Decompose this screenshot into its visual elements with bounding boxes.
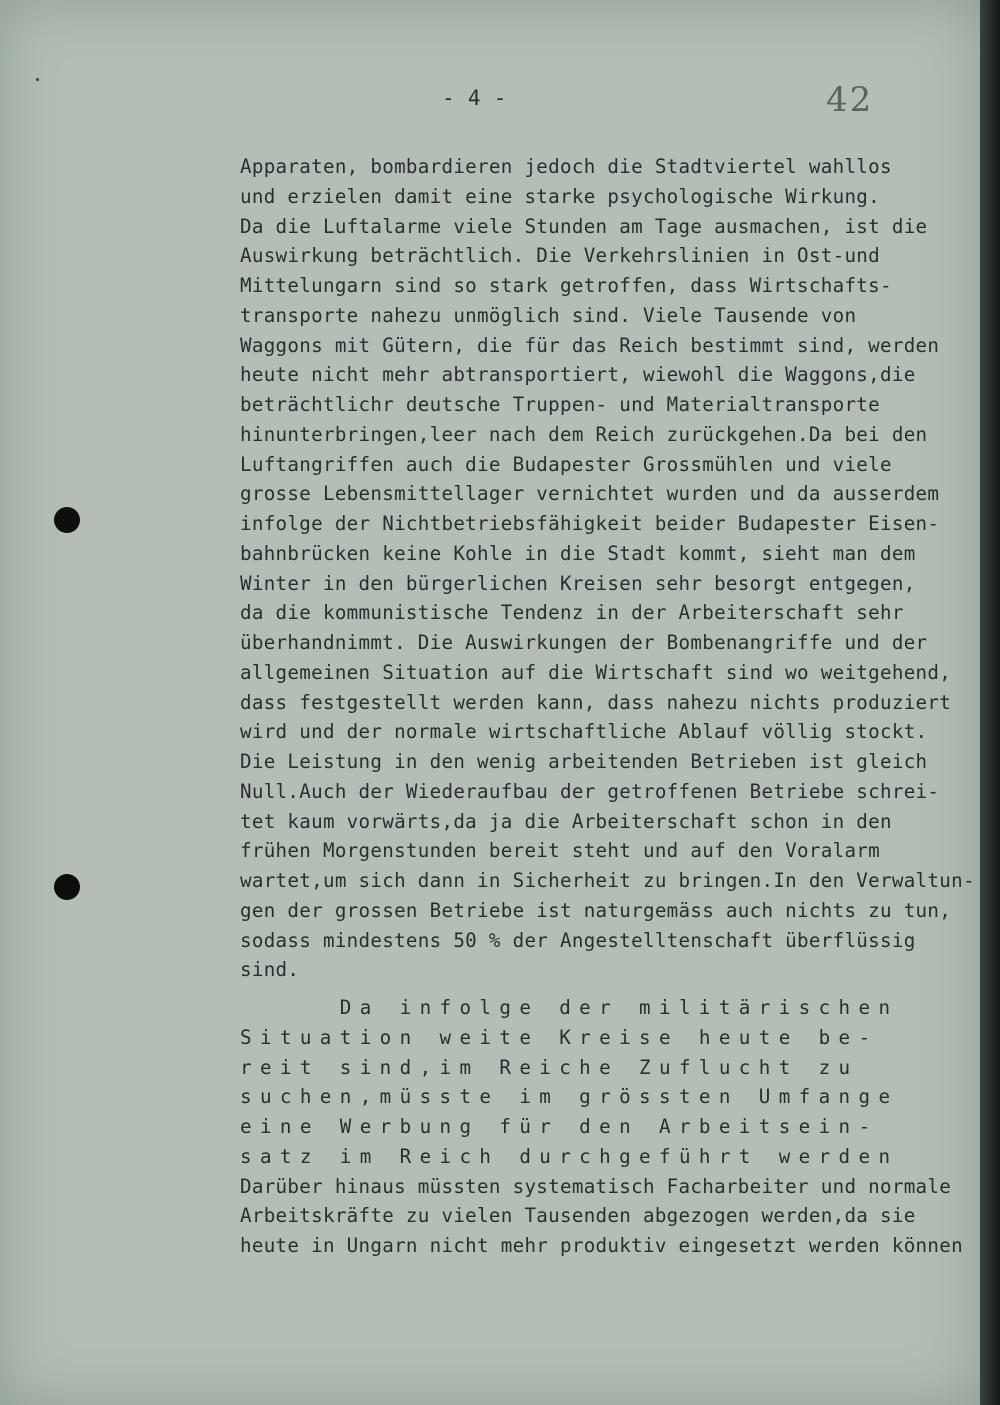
page-number: - 4 - — [442, 86, 507, 110]
text-line: Winter in den bürgerlichen Kreisen sehr besorgt entgegen, — [240, 571, 916, 595]
text-line: frühen Morgenstunden bereit steht und auf den Voralarm — [240, 839, 880, 863]
text-line: Darüber hinaus müssten systematisch Facharbeiter und normale — [240, 1174, 952, 1198]
punch-hole — [54, 874, 80, 900]
text-line: Luftangriffen auch die Budapester Grossmühlen und viele — [240, 452, 892, 476]
text-line: Mittelungarn sind so stark getroffen, dass Wirtschafts- — [240, 274, 892, 297]
text-line: sodass mindestens 50 % der Angestelltenschaft überflüssig — [240, 928, 916, 952]
spaced-text-line: Da infolge der militärischen — [240, 996, 899, 1019]
text-line: wird und der normale wirtschaftliche Ablauf völlig stockt. — [240, 720, 928, 744]
text-line: dass festgestellt werden kann, dass nahezu nichts produziert — [240, 690, 952, 714]
text-line: infolge der Nichtbetriebsfähigkeit beider Budapester Eisen- — [240, 512, 940, 535]
text-line: und erzielen damit eine starke psychologische Wirkung. — [240, 184, 880, 208]
paragraph-2 — [240, 993, 980, 1261]
text-line: überhandnimmt. Die Auswirkungen der Bombenangriffe und der — [240, 631, 928, 654]
spaced-text-line: Situation weite Kreise heute be- — [240, 1025, 879, 1049]
paper-speck — [36, 78, 39, 81]
text-line: Waggons mit Gütern, die für das Reich bestimmt sind, werden — [240, 333, 940, 357]
text-line: grosse Lebensmittellager vernichtet wurden und da ausserdem — [240, 482, 940, 506]
scan-edge-shadow — [980, 0, 1000, 1405]
typed-body-text — [240, 152, 980, 1261]
spaced-text-line: reit sind,im Reiche Zuflucht zu — [240, 1055, 859, 1079]
text-line: sind. — [240, 958, 300, 982]
paragraph-1 — [240, 152, 980, 985]
text-line: gen der grossen Betriebe ist naturgemäss auch nichts zu tun, — [240, 898, 952, 922]
text-line: beträchtlichr deutsche Truppen- und Materialtransporte — [240, 393, 880, 416]
punch-hole — [54, 507, 80, 533]
text-line: transporte nahezu unmöglich sind. Viele Tausende von — [240, 303, 857, 327]
text-line: Null.Auch der Wiederaufbau der getroffenen Betriebe schrei- — [240, 779, 940, 803]
spaced-text-line: suchen,müsste im grössten Umfange — [240, 1085, 899, 1109]
text-line: heute nicht mehr abtransportiert, wiewohl die Waggons,die — [240, 363, 916, 387]
spaced-text-line: satz im Reich durchgeführt werden — [240, 1144, 899, 1168]
text-line: Arbeitskräfte zu vielen Tausenden abgezogen werden,da sie — [240, 1204, 916, 1228]
text-line: wartet,um sich dann in Sicherheit zu bringen.In den Verwaltun- — [240, 869, 975, 892]
text-line: Apparaten, bombardieren jedoch die Stadtviertel wahllos — [240, 155, 892, 178]
text-line: da die kommunistische Tendenz in der Arbeiterschaft sehr — [240, 601, 904, 625]
paragraph-gap — [240, 985, 980, 993]
folio-number: 42 — [826, 80, 874, 120]
text-line: allgemeinen Situation auf die Wirtschaft sind wo weitgehend, — [240, 660, 952, 684]
text-line: heute in Ungarn nicht mehr produktiv eingesetzt werden können — [240, 1234, 963, 1257]
text-line: bahnbrücken keine Kohle in die Stadt kommt, sieht man dem — [240, 541, 916, 565]
text-line: tet kaum vorwärts,da ja die Arbeiterschaft schon in den — [240, 809, 892, 833]
spaced-text-line: eine Werbung für den Arbeitsein- — [240, 1115, 879, 1138]
text-line: hinunterbringen,leer nach dem Reich zurückgehen.Da bei den — [240, 422, 928, 446]
text-line: Auswirkung beträchtlich. Die Verkehrslinien in Ost-und — [240, 244, 880, 268]
text-line: Die Leistung in den wenig arbeitenden Betrieben ist gleich — [240, 750, 928, 773]
text-line: Da die Luftalarme viele Stunden am Tage ausmachen, ist die — [240, 214, 928, 238]
